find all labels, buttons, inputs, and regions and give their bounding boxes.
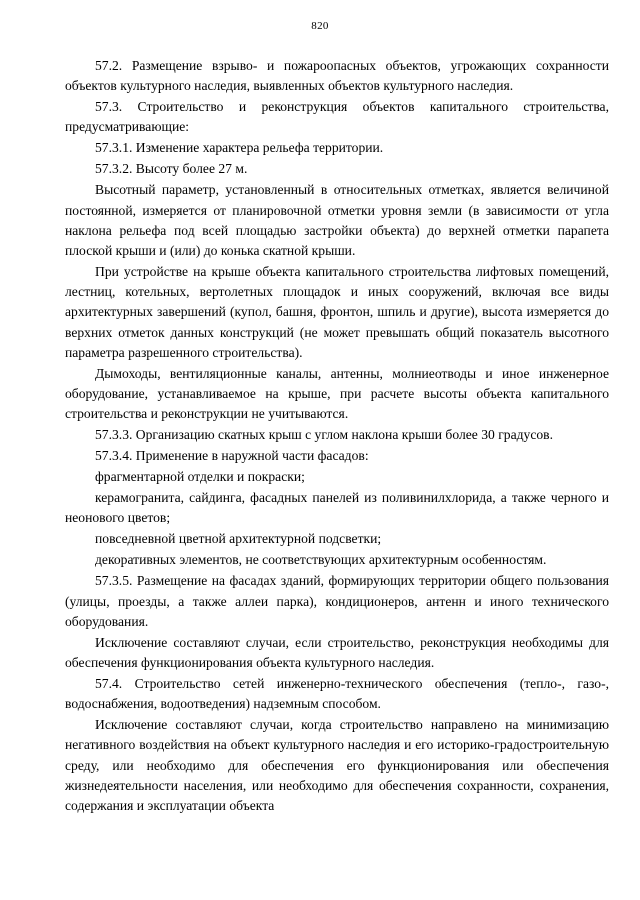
- paragraph: Высотный параметр, установленный в относительных отметках, является величиной постоянной, измеряется от планировочной отметки уровня земли (в зависимости от угла наклона рельефа под всей площадью застройки объекта) до верхней отметки парапета плоской крыши и (или) до конька скатной крыши.: [65, 182, 609, 259]
- paragraph: 57.3.5. Размещение на фасадах зданий, формирующих территории общего пользования (улицы, проезды, а также аллеи парка), кондиционеров, антенн и иного технического оборудования.: [65, 573, 609, 629]
- paragraph: При устройстве на крыше объекта капитального строительства лифтовых помещений, лестниц, котельных, вертолетных площадок и иных сооружений, включая все виды архитектурных завершений (купол, башня, фронтон, шпиль и другие), высота измеряется до верхних отметок данных конструкций (не может превышать общий показатель высотного параметра разрешенного строительства).: [65, 264, 609, 360]
- page-number: 820: [311, 20, 329, 32]
- paragraph: фрагментарной отделки и покраски;: [95, 469, 305, 485]
- paragraph: 57.3. Строительство и реконструкция объектов капитального строительства, предусматривающие:: [65, 99, 609, 135]
- document-body: [65, 56, 609, 816]
- paragraph: Исключение составляют случаи, когда строительство направлено на минимизацию негативного воздействия на объект культурного наследия и его историко-градостроительную среду, или необходимо для обеспечения его функционирования или обеспечения жизнедеятельности населения, или необходимо для обеспечения сохранности, сохранения, содержания и эксплуатации объекта: [65, 717, 609, 814]
- paragraph: 57.4. Строительство сетей инженерно-технического обеспечения (тепло-, газо-, водоснабжения, водоотведения) надземным способом.: [65, 676, 609, 712]
- paragraph: керамогранита, сайдинга, фасадных панелей из поливинилхлорида, а также черного и неонового цветов;: [65, 490, 609, 526]
- paragraph: декоративных элементов, не соответствующих архитектурным особенностям.: [95, 552, 547, 568]
- paragraph: 57.2. Размещение взрыво- и пожароопасных объектов, угрожающих сохранности объектов культурного наследия, выявленных объектов культурного наследия.: [65, 58, 609, 94]
- paragraph: 57.3.4. Применение в наружной части фасадов:: [95, 448, 369, 464]
- paragraph: 57.3.1. Изменение характера рельефа территории.: [95, 140, 384, 156]
- paragraph: 57.3.2. Высоту более 27 м.: [95, 161, 248, 177]
- paragraph: повседневной цветной архитектурной подсветки;: [95, 531, 382, 547]
- paragraph: Исключение составляют случаи, если строительство, реконструкция необходимы для обеспечения функционирования объекта культурного наследия.: [65, 634, 609, 671]
- paragraph: Дымоходы, вентиляционные каналы, антенны, молниеотводы и иное инженерное оборудование, устанавливаемое на крыше, при расчете высоты объекта капитального строительства и реконструкции не учитываются.: [65, 365, 609, 422]
- paragraph: 57.3.3. Организацию скатных крыш с углом наклона крыши более 30 градусов.: [95, 427, 553, 443]
